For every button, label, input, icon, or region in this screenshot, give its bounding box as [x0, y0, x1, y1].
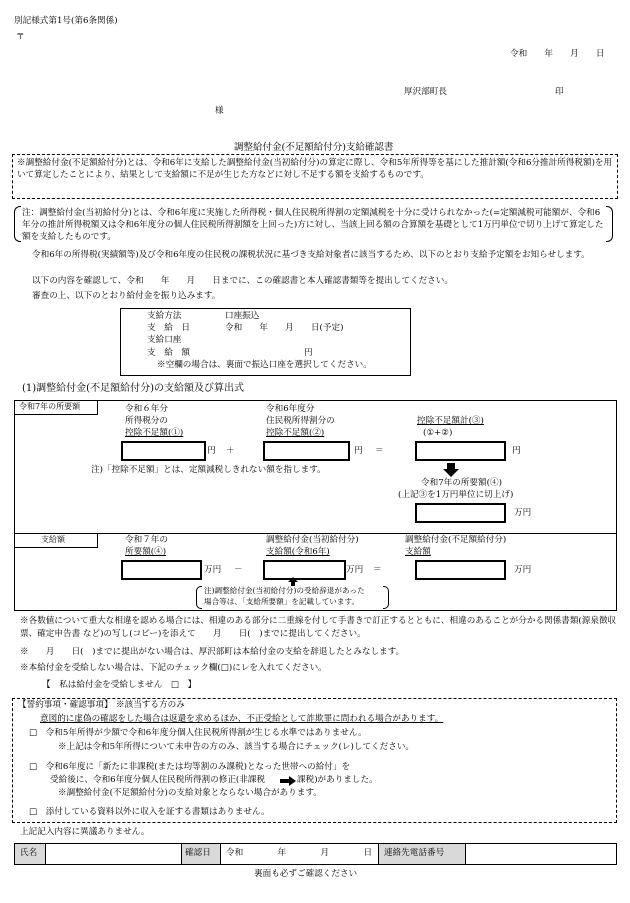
pledge-warning: 意図的に虚偽の確認をした場合は返還を求めるほか、不正受給として詐欺罪に問われる場合があります。 [40, 714, 444, 724]
equals-sign-1: ＝ [375, 446, 384, 456]
initial-note-line2: 場合等は、「支給所要額」を記載しています。 [204, 597, 360, 606]
c2-line2: 住民税所得割分の [266, 416, 335, 426]
back-side-note: 裏面も必ずご確認ください [254, 869, 358, 879]
payment-method-value: 口座振込 [225, 311, 260, 321]
cell-divider [220, 843, 221, 864]
name-field[interactable] [46, 844, 181, 864]
c1-line2: 所得税分の [125, 416, 168, 426]
seal-mark: 印 [555, 87, 564, 97]
note-bracket-left [14, 206, 21, 242]
d1-line1: 令和７年の [125, 535, 168, 545]
d2-man-yen: 万円 [346, 565, 364, 575]
row2-label: 支給額 [41, 535, 65, 544]
document-title: 調整給付金(不足額給付分)支給確認書 [234, 142, 394, 153]
submission-deadline-text: 以下の内容を確認して、令和 年 月 日までに、この確認書と本人確認書類等を提出してください。 [32, 276, 453, 286]
decline-instruction: ※本給付金を受給しない場合は、下記のチェック欄(□)にレを入れてください。 [20, 663, 327, 673]
c1-line3: 控除不足額(①) [125, 428, 184, 438]
pledge-item1-note: ※上記は令和5年所得について未申告の方のみ、該当する場合にチェック(レ)してください。 [58, 742, 415, 752]
issuer-name: 厚沢部町長 [404, 87, 447, 97]
c4-line1: 令和7年の所要額(④) [421, 478, 502, 488]
phone-field[interactable] [466, 844, 615, 864]
minus-sign: － [234, 565, 243, 575]
confirm-date-field[interactable]: 令和 年 月 日 [226, 848, 373, 858]
shortfall-payment-box[interactable] [415, 560, 506, 580]
c3-yen: 円 [512, 446, 521, 456]
pledge-item2-note: ※調整給付金(不足額給付分)の支給対象とならない場合があります。 [58, 788, 322, 798]
c2-line3: 控除不足額(②) [266, 428, 325, 438]
c3-line2: (①+②) [423, 428, 453, 438]
plus-sign: ＋ [226, 446, 235, 456]
issue-date: 令和 年 月 日 [510, 49, 605, 59]
phone-label: 連絡先電話番号 [384, 848, 445, 858]
pledge-heading-sub: ※該当する方のみ [116, 700, 185, 710]
pledge-heading: 【誓約事項・確認事項】 [18, 700, 113, 710]
c1-line1: 令和６年分 [125, 404, 168, 414]
shortfall-definition-note: 注)「控除不足額」とは、定額減税しきれない額を指します。 [91, 465, 326, 475]
initial-payment-box[interactable] [263, 560, 346, 580]
equals-sign-2: ＝ [373, 565, 382, 575]
c2-line1: 令和6年度分 [266, 404, 315, 414]
note-bracket-right [606, 206, 613, 242]
income-tax-shortfall-box[interactable] [121, 441, 206, 461]
pledge-item1[interactable]: □ 令和5年所得が少額で令和6年度分個人住民税所得割が生じる水準ではありません。 [29, 728, 367, 738]
arrow-up-icon [288, 577, 298, 586]
initial-note-bracket-right [383, 586, 389, 609]
pledge-item3[interactable]: □ 添付している資料以外に収入を証する書類はありません。 [29, 807, 270, 817]
d1-man-yen: 万円 [204, 565, 222, 575]
c1-yen: 円 [207, 446, 216, 456]
notice-text: ※調整給付金(不足額給付分)とは、令和6年に支給した調整給付金(当初給付分)の算定に際し、令和5年所得等を基にした推計額(令和6分推計所得税額)を用いて算定したことにより、結果として支給額に不足が生じた方などに対し不足する額を支給するものです。 [17, 158, 613, 181]
required-amount-box[interactable] [415, 503, 506, 523]
correction-note: ※各数値について重大な相違を認める場合には、相違のある部分に二重線を付して手書きで訂正するとともに、相違のあることが分かる関係書類(源泉徴収票、確定申告書 など)の写し(コピー)を添えて 月 日( )までに提出してください。 [20, 616, 617, 639]
d1-line2: 所要額(④) [125, 547, 167, 557]
deadline-note: ※ 月 日( )までに提出がない場合は、厚沢部町は本給付金の支給を辞退したとみなします。 [20, 647, 405, 657]
d2-line1: 調整給付金(当初給付分) [266, 535, 359, 545]
d3-man-yen: 万円 [514, 565, 532, 575]
resident-tax-shortfall-box[interactable] [263, 441, 350, 461]
payment-account-label: 支給口座 [147, 335, 182, 345]
c3-line1: 控除不足額計(③) [417, 416, 484, 426]
c2-yen: 円 [354, 446, 363, 456]
d2-line2: 支給額(令和6年) [266, 547, 330, 557]
review-text: 審査の上、以下のとおり給付金を振り込みます。 [32, 291, 221, 301]
arrow-down-icon [443, 463, 459, 477]
recipient-suffix: 様 [215, 106, 224, 116]
blank-account-note: ※空欄の場合は、裏面で振込口座を選択してください。 [157, 360, 372, 370]
payment-method-label: 支給方法 [147, 311, 182, 321]
pledge-item2-line2b: 課税)がありました。 [297, 775, 378, 785]
total-shortfall-box[interactable] [415, 441, 506, 461]
payment-date-value: 令和 年 月 日(予定) [225, 323, 344, 333]
no-objection-text: 上記記入内容に異議ありません。 [20, 827, 150, 837]
intro-paragraph: 令和6年の所得税(実績額等)及び令和6年度の住民税の課税状況に基づき支給対象者に該当するため、以下のとおり支給予定額をお知らせします。 [32, 250, 590, 260]
c4-line2: (上記③を1万円単位に切上げ) [398, 490, 514, 500]
d3-line2: 支給額 [405, 547, 431, 557]
row1-label: 令和7年の所要額 [19, 402, 81, 411]
initial-payment-note: 注：調整給付金(当初給付分)とは、令和6年度に実施した所得税・個人住民税所得割の定額減税を十分に受けられなかった(=定額減税可能額が、令和6年分の推計所得税額又は令和6年度分の個人住民税所得割額を上回った)方に対し、当該上回る額の合算額を基礎として1万円単位で切り上げて算定した額を支給したものです。 [22, 208, 604, 243]
initial-note-bracket-left [196, 586, 202, 609]
section1-title: (1)調整給付金(不足額給付分)の支給額及び算出式 [22, 383, 244, 394]
pledge-item2-line2a: 受給後に、令和6年度分個人住民税所得割の修正(非課税 [50, 775, 266, 785]
payment-date-label: 支 給 日 [147, 323, 190, 333]
payment-amount-label: 支 給 額 [147, 348, 190, 358]
payment-amount-unit: 円 [304, 348, 313, 358]
c4-man-yen: 万円 [514, 508, 532, 518]
postal-mark: 〒 [16, 32, 25, 42]
pledge-item2[interactable]: □ 令和6年度に「新たに非課税(または均等割のみ課税)となった世帯への給付」を [29, 762, 351, 772]
confirm-date-label: 確認日 [185, 848, 211, 858]
decline-checkbox-line[interactable]: 【 私は給付金を受給しません □ 】 [42, 680, 197, 690]
name-label: 氏名 [20, 848, 38, 858]
table-divider [14, 533, 616, 534]
required-amount-ref-box[interactable] [121, 560, 202, 580]
arrow-right-icon [280, 776, 296, 786]
initial-note-line1: 注)調整給付金(当初給付分)の受給辞退があった [204, 586, 365, 595]
d3-line1: 調整給付金(不足額給付分) [405, 535, 507, 545]
form-number: 別記様式第1号(第6条関係) [14, 16, 118, 26]
